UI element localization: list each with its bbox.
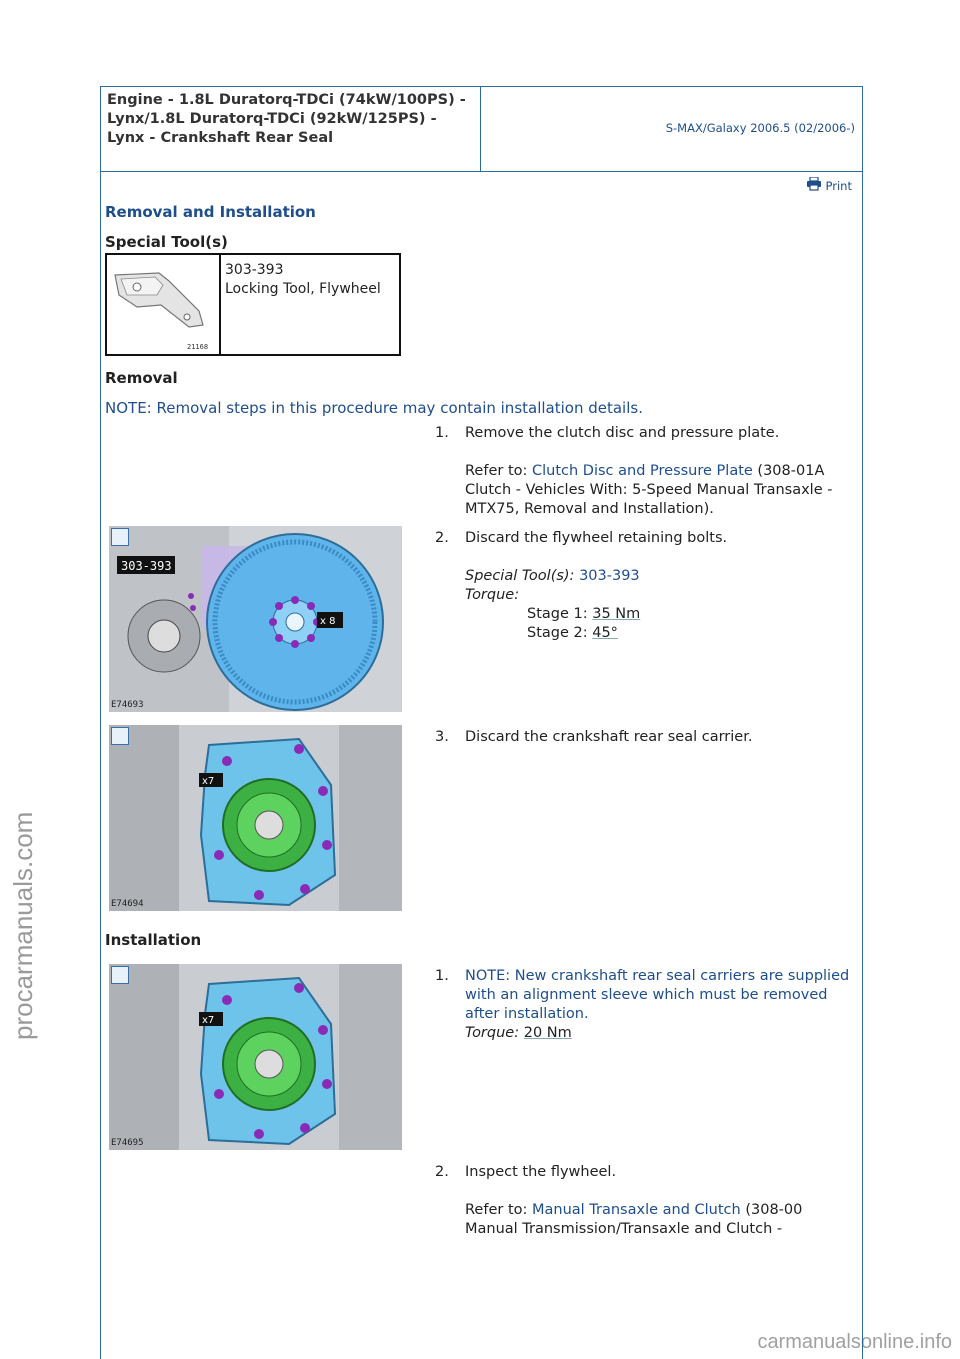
figure-flywheel [109, 526, 402, 712]
tool-name: Locking Tool, Flywheel [225, 281, 381, 297]
step-number: 2. [435, 530, 449, 546]
printer-icon [806, 177, 822, 194]
figure-code: E74694 [111, 899, 144, 909]
removal-step-1 [435, 424, 855, 519]
figure-seal-carrier-install [109, 964, 402, 1150]
zoom-icon[interactable] [111, 966, 129, 984]
stage2-value: 45° [592, 625, 618, 641]
refer-suffix: (308-01A Clutch - Vehicles With: 5-Speed Manual Transaxle - MTX75, Removal and Installation). [465, 463, 833, 517]
section-special-tools: Special Tool(s) [105, 233, 228, 251]
torque-label: Torque: [465, 1025, 520, 1041]
step-text: Discard the flywheel retaining bolts. [465, 530, 728, 546]
tool-number: 303-393 [225, 262, 284, 278]
removal-step-3 [435, 728, 855, 747]
tool-image [107, 255, 221, 354]
link-special-tool[interactable]: 303-393 [579, 568, 640, 584]
stage2-label: Stage 2: [527, 625, 588, 641]
model-label: S-MAX/Galaxy 2006.5 (02/2006-) [665, 121, 855, 135]
link-clutch-disc[interactable]: Clutch Disc and Pressure Plate [532, 463, 753, 479]
header [101, 87, 862, 172]
refer-suffix: (308-00 Manual Transmission/Transaxle and Clutch - [465, 1202, 803, 1237]
stage1-value: 35 Nm [592, 606, 641, 622]
step-number: 1. [435, 968, 449, 984]
figure-count-bolts: x 8 [320, 616, 336, 627]
zoom-icon[interactable] [111, 727, 129, 745]
special-tool-label: Special Tool(s): [465, 568, 575, 584]
step-text: Inspect the flywheel. [465, 1164, 617, 1180]
watermark-left: procarmanuals.com [8, 811, 38, 1040]
removal-step-2 [435, 529, 855, 643]
figure-seal-carrier-removal [109, 725, 402, 911]
step-number: 1. [435, 425, 449, 441]
refer-prefix: Refer to: [465, 463, 528, 479]
section-installation: Installation [105, 931, 202, 949]
installation-step-1 [435, 967, 855, 1043]
step-text: Discard the crankshaft rear seal carrier. [465, 729, 753, 745]
document-frame [100, 86, 863, 1359]
figure-count-bolts: x7 [202, 1015, 215, 1026]
watermark-bottom: carmanualsonline.info [757, 1331, 952, 1353]
refer-prefix: Refer to: [465, 1202, 528, 1218]
figure-code: E74693 [111, 700, 144, 710]
stage1-label: Stage 1: [527, 606, 588, 622]
zoom-icon[interactable] [111, 528, 129, 546]
installation-note: NOTE: New crankshaft rear seal carriers are supplied with an alignment sleeve which must be removed after installation. [465, 968, 850, 1022]
print-button[interactable] [806, 177, 852, 194]
special-tools-table [105, 253, 401, 356]
section-removal-installation: Removal and Installation [105, 203, 316, 221]
figure-count-bolts: x7 [202, 776, 215, 787]
figure-code: E74695 [111, 1138, 144, 1148]
tool-image-code: 21168 [187, 343, 209, 351]
step-text: Remove the clutch disc and pressure plate. [465, 425, 780, 441]
torque-value: 20 Nm [523, 1025, 572, 1041]
removal-note: NOTE: Removal steps in this procedure may contain installation details. [105, 399, 643, 417]
print-label: Print [825, 178, 852, 193]
step-number: 2. [435, 1164, 449, 1180]
torque-label: Torque: [465, 587, 520, 603]
link-manual-transaxle[interactable]: Manual Transaxle and Clutch [532, 1202, 741, 1218]
step-number: 3. [435, 729, 449, 745]
installation-step-2 [435, 1163, 855, 1239]
section-removal: Removal [105, 369, 178, 387]
tool-description [225, 261, 381, 299]
figure-callout-tool: 303-393 [121, 559, 172, 573]
page-title: Engine - 1.8L Duratorq-TDCi (74kW/100PS) - Lynx/1.8L Duratorq-TDCi (92kW/125PS) - Lynx - Crankshaft Rear Seal [107, 92, 466, 146]
